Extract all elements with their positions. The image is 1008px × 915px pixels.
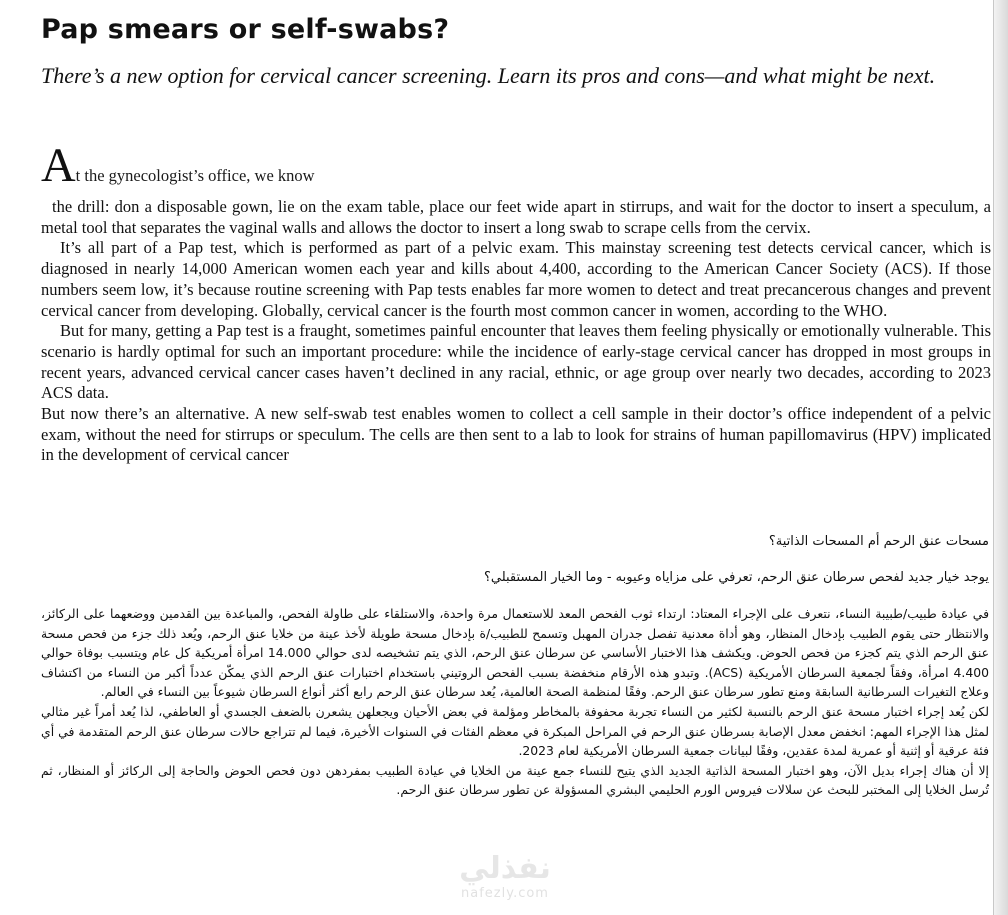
watermark xyxy=(440,852,570,901)
watermark-logo: نفذلي xyxy=(459,851,551,886)
arabic-paragraph-2: لكن يُعد إجراء اختبار مسحة عنق الرحم بالنسبة لكثير من النساء تجربة محفوفة بالمخاطر ومؤلمة في بعض الأحيان ويجعلهن يشعرن بالضعف الجسدي أو العاطفي، لذا يُعد أمراً غير مثالي لمثل هذا الإجراء المهم: انخفض معدل الإصابة بسرطان عنق الرحم في المراحل المبكرة في معظم الفئات في السنوات الأخيرة، فيما لم تتراجع حالات سرطان عنق الرحم المتقدمة في أي فئة عرقية أو إثنية أو عمرية لمدة عقدين، وفقًا لبيانات جمعية السرطان الأمريكية لعام 2023. xyxy=(41,703,989,759)
arabic-paragraph-1: في عيادة طبيب/طبيبة النساء، نتعرف على الإجراء المعتاد: ارتداء ثوب الفحص المعد للاستعمال مرة واحدة، والاستلقاء على طاولة الفحص، والمباعدة بين القدمين ووضعهما على الركائز، والانتظار حتى يقوم الطبيب بإدخال المنظار، وهو أداة معدنية تفصل جدران المهبل وتسمح للطبيب/ة بإدخال مسحة طويلة لأخذ عينة من خلايا عنق الرحم، ويُعد ذلك جزء من فحص مسحة عنق الرحم الذي يتم كجزء من فحص الحوض. ويكشف هذا الاختبار الأساسي عن سرطان عنق الرحم، الذي يتم تشخيصه لدى حوالي 14.000 امرأة أمريكية كل عام ويتسبب بوفاة حوالي 4.400 امرأة، وفقاً لجمعية السرطان الأمريكية (ACS). وتبدو هذه الأرقام منخفضة بسبب الفحص الروتيني باستخدام اختبارات عنق الرحم الذي يمكّن عدداً أكبر من النساء من اكتشاف وعلاج التغيرات السرطانية السابقة ومنع تطور سرطان عنق الرحم. وفقًا لمنظمة الصحة العالمية، يُعد سرطان عنق الرحم رابع أكثر أنواع السرطان شيوعاً بين النساء في العالم. xyxy=(41,606,990,700)
first-line-text: t the gynecologist’s office, we know xyxy=(75,166,315,185)
article-subtitle: There’s a new option for cervical cancer screening. Learn its pros and cons—and what might be next. xyxy=(41,63,936,88)
page-edge xyxy=(993,0,1008,915)
watermark-url: nafezly.com xyxy=(461,886,549,901)
arabic-title: مسحات عنق الرحم أم المسحات الذاتية؟ xyxy=(768,534,989,549)
arabic-body xyxy=(41,604,989,800)
drop-cap: A xyxy=(41,139,76,192)
paragraph-3: But for many, getting a Pap test is a fraught, sometimes painful encounter that leaves them feeling physically or emotionally vulnerable. This scenario is hardly optimal for such an important procedure: while the incidence of early-stage cervical cancer has dropped in most groups in recent years, advanced cervical cancer cases haven’t declined in any racial, ethnic, or age group over nearly two decades, according to 2023 ACS data. xyxy=(41,321,991,403)
article-title: Pap smears or self-swabs? xyxy=(41,14,450,45)
arabic-paragraph-3: إلا أن هناك إجراء بديل الآن، وهو اختبار المسحة الذاتية الجديد الذي يتيح للنساء جمع عينة من الخلايا في عيادة الطبيب بمفردهن دون فحص الحوض والحاجة إلى الركائز أو المنظار، ثم تُرسل الخلايا إلى المختبر للبحث عن سلالات فيروس الورم الحليمي البشري المسؤولة عن تطور سرطان عنق الرحم. xyxy=(41,762,989,798)
paragraph-1: the drill: don a disposable gown, lie on the exam table, place our feet wide apart in stirrups, and wait for the doctor to insert a speculum, a metal tool that separates the vaginal walls and allows the doctor to insert a long swab to scrape cells from the cervix. xyxy=(41,197,991,237)
article-body xyxy=(41,197,991,466)
first-line xyxy=(41,139,315,192)
arabic-subtitle: يوجد خيار جديد لفحص سرطان عنق الرحم، تعرفي على مزاياه وعيوبه - وما الخيار المستقبلي؟ xyxy=(483,570,989,585)
paragraph-2: It’s all part of a Pap test, which is performed as part of a pelvic exam. This mainstay screening test detects cervical cancer, which is diagnosed in nearly 14,000 American women each year and kills about 4,400, according to the American Cancer Society (ACS). If those numbers seem low, it’s because routine screening with Pap tests enables far more women to detect and treat precancerous changes and prevent cervical cancer from developing. Globally, cervical cancer is the fourth most common cancer in women, according to the WHO. xyxy=(41,238,991,320)
paragraph-4: But now there’s an alternative. A new self-swab test enables women to collect a cell sample in their doctor’s office independent of a pelvic exam, without the need for stirrups or speculum. The cells are then sent to a lab to look for strains of human papillomavirus (HPV) implicated in the development of cervical cancer xyxy=(41,404,991,465)
